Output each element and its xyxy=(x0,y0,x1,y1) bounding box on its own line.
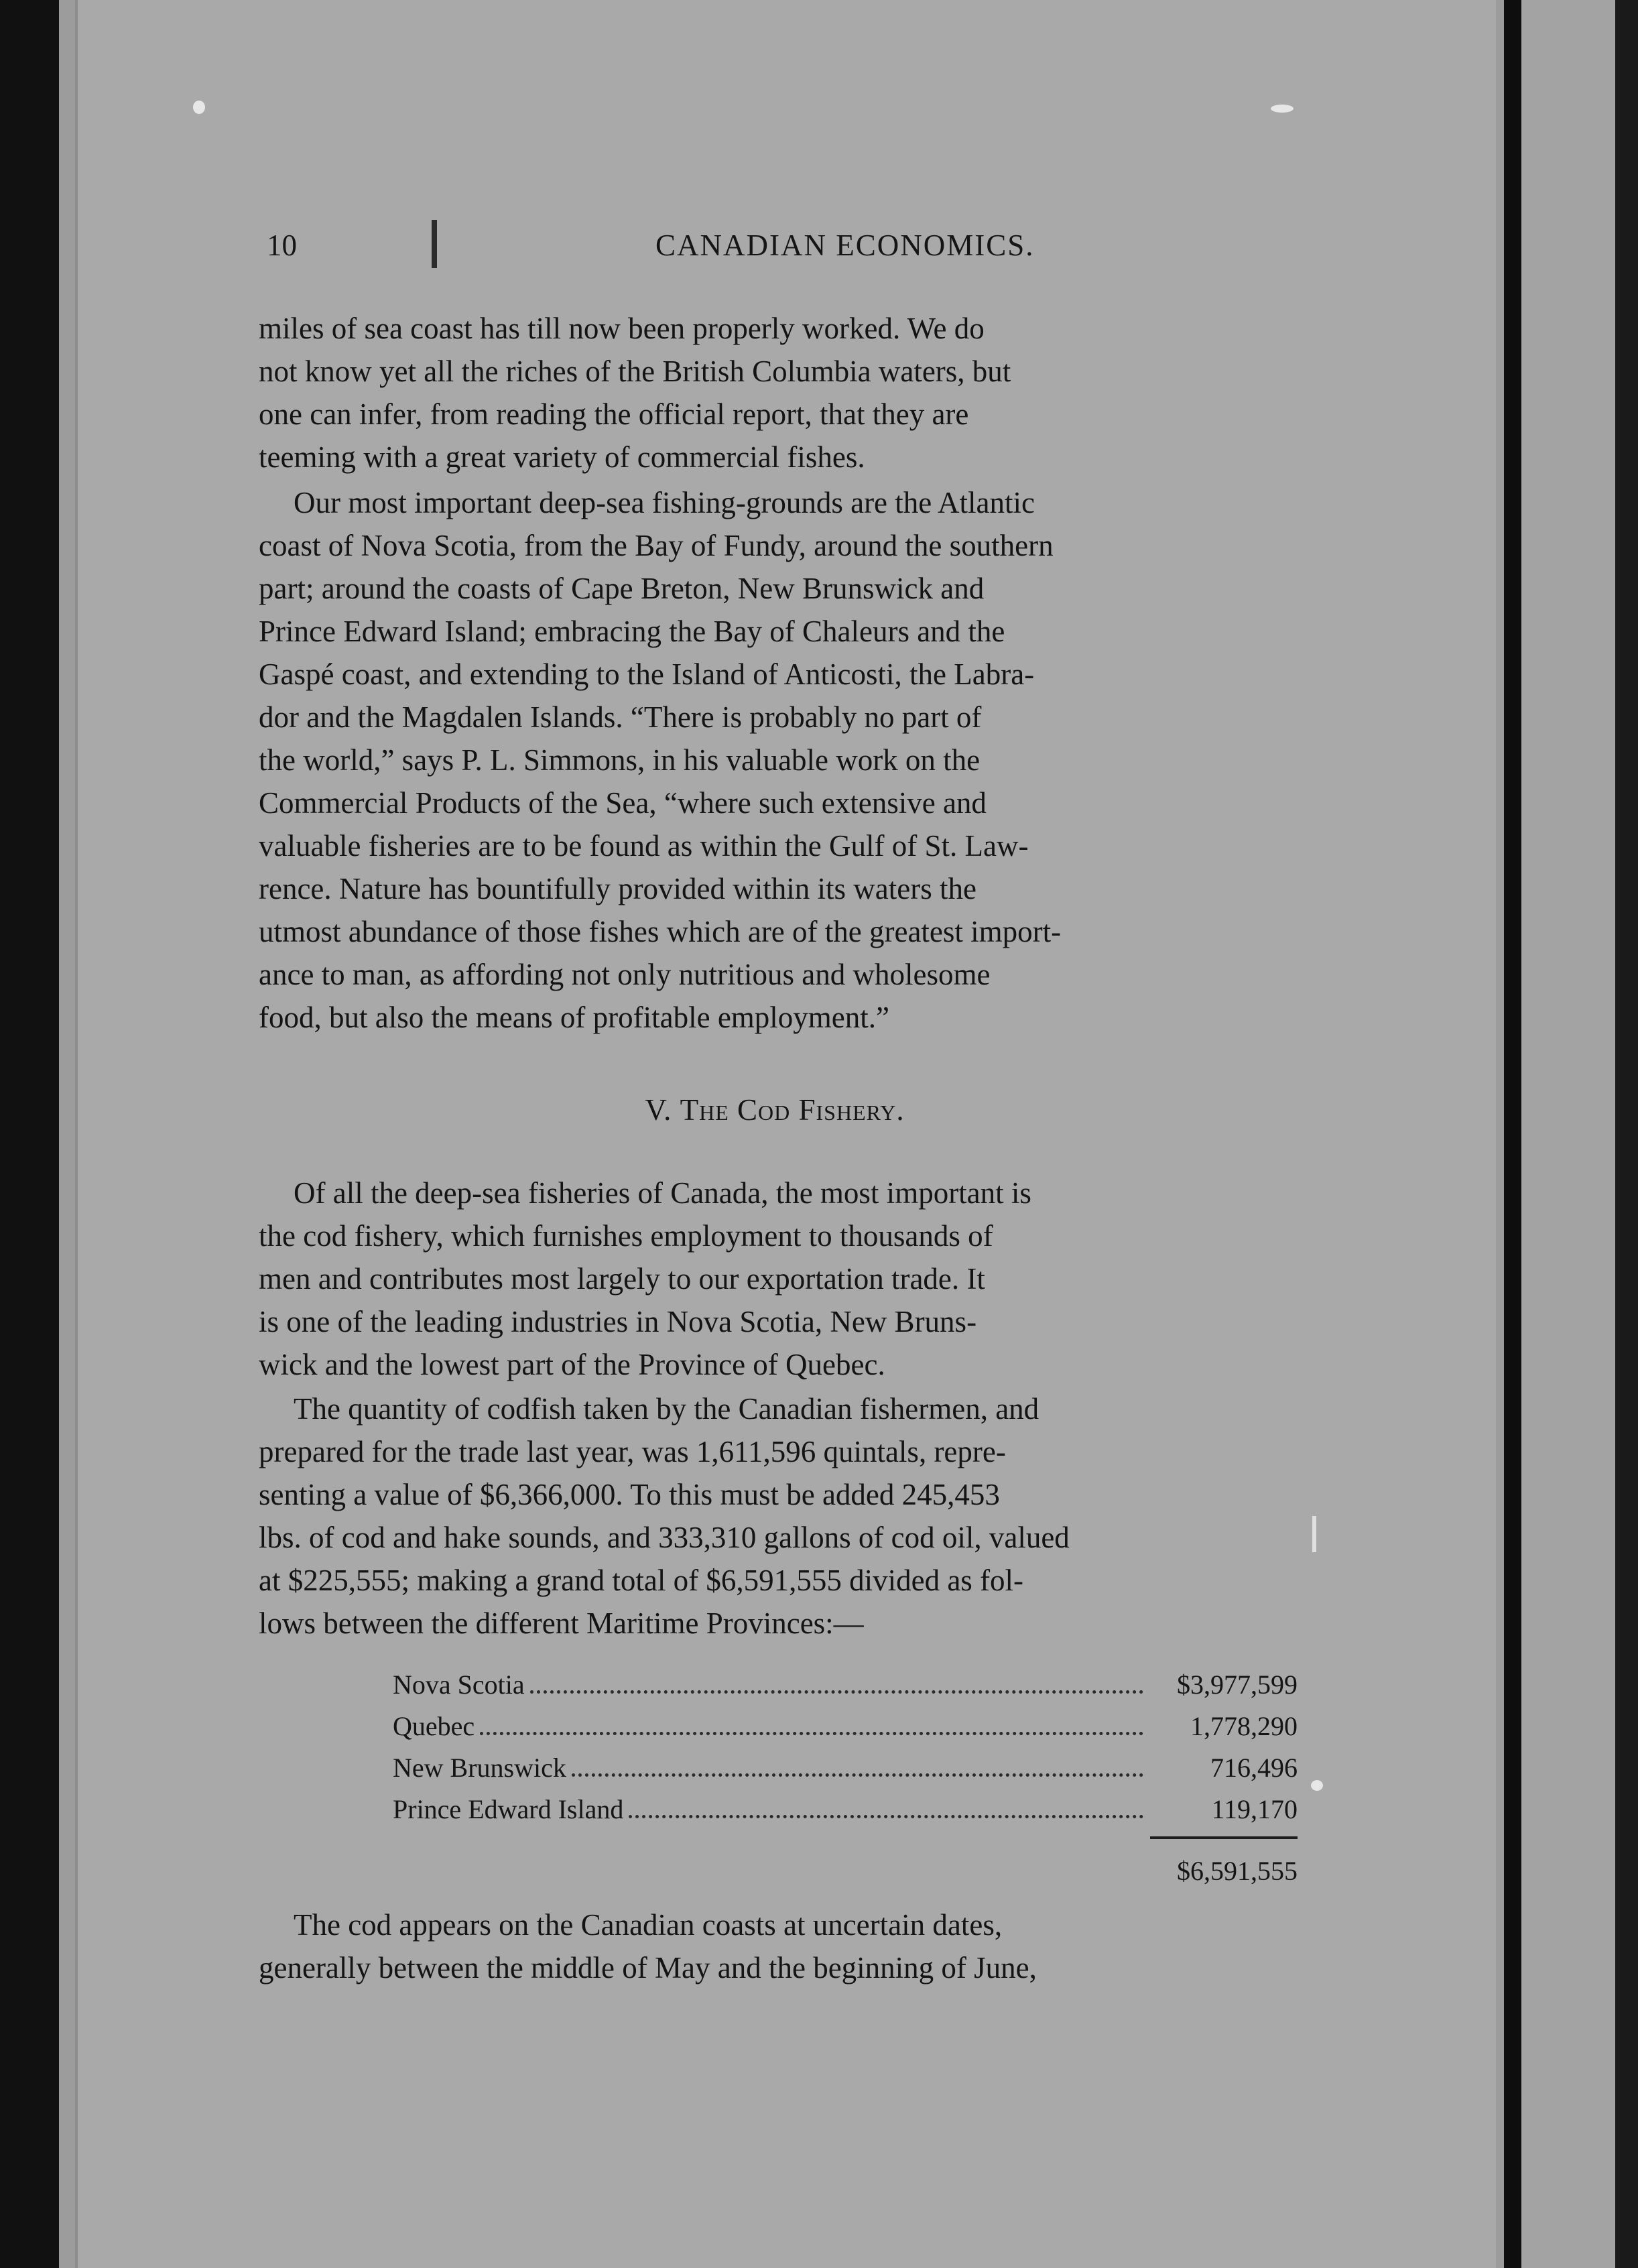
province-name: Quebec xyxy=(393,1711,475,1741)
closing-paragraph xyxy=(259,1903,1291,1989)
province-name: Prince Edward Island xyxy=(393,1794,624,1824)
province-value: 119,170 xyxy=(1211,1794,1298,1824)
province-value-table xyxy=(393,1669,1298,1886)
section-number: V. xyxy=(645,1093,672,1127)
page-number: 10 xyxy=(267,229,297,262)
text-line: not know yet all the riches of the British Columbia waters, but xyxy=(259,355,1011,388)
scan-speck xyxy=(193,101,205,114)
adjacent-page-edge xyxy=(1615,0,1638,2268)
province-value: 1,778,290 xyxy=(1190,1711,1298,1741)
cod-fishery-paragraph-1 xyxy=(259,1172,1291,1386)
text-line: at $225,555; making a grand total of $6,591,555 divided as fol- xyxy=(259,1564,1024,1597)
text-line: Commercial Products of the Sea, “where such extensive and xyxy=(259,786,987,820)
text-line: prepared for the trade last year, was 1,611,596 quintals, repre- xyxy=(259,1435,1006,1468)
province-name: Nova Scotia xyxy=(393,1670,525,1700)
text-line: dor and the Magdalen Islands. “There is probably no part of xyxy=(259,700,982,734)
text-line: men and contributes most largely to our exportation trade. It xyxy=(259,1262,985,1296)
text-line: generally between the middle of May and the beginning of June, xyxy=(259,1951,1037,1984)
book-page xyxy=(75,0,1496,2268)
text-line: coast of Nova Scotia, from the Bay of Fundy, around the southern xyxy=(259,529,1054,562)
text-line: rence. Nature has bountifully provided within its waters the xyxy=(259,872,976,905)
text-line: wick and the lowest part of the Province of Quebec. xyxy=(259,1348,885,1381)
total-rule xyxy=(1150,1836,1298,1839)
deep-sea-paragraph xyxy=(259,481,1291,1039)
province-row xyxy=(393,1710,1298,1752)
text-line: the world,” says P. L. Simmons, in his valuable work on the xyxy=(259,743,981,777)
text-line: teeming with a great variety of commercial fishes. xyxy=(259,440,865,474)
running-head: CANADIAN ECONOMICS. xyxy=(655,229,1035,262)
text-line: Gaspé coast, and extending to the Island of Anticosti, the Labra- xyxy=(259,657,1035,691)
text-line: part; around the coasts of Cape Breton, New Brunswick and xyxy=(259,572,985,605)
leader-dots xyxy=(530,1686,1143,1694)
leader-dots xyxy=(480,1728,1143,1735)
scan-speck xyxy=(1271,105,1294,113)
province-row xyxy=(393,1669,1298,1710)
leader-dots xyxy=(629,1811,1143,1818)
province-row xyxy=(393,1752,1298,1793)
page-edge-shadow xyxy=(1504,0,1521,2268)
grand-total: $6,591,555 xyxy=(1177,1856,1298,1886)
province-row xyxy=(393,1793,1298,1835)
scan-mark xyxy=(1312,1516,1316,1552)
text-line: miles of sea coast has till now been properly worked. We do xyxy=(259,312,985,345)
province-name: New Brunswick xyxy=(393,1753,566,1783)
text-line: Prince Edward Island; embracing the Bay of Chaleurs and the xyxy=(259,615,1005,648)
text-line: lows between the different Maritime Provinces:— xyxy=(259,1606,864,1640)
text-line: is one of the leading industries in Nova Scotia, New Bruns- xyxy=(259,1305,977,1338)
text-line: The quantity of codfish taken by the Canadian fishermen, and xyxy=(294,1392,1040,1426)
text-line: valuable fisheries are to be found as within the Gulf of St. Law- xyxy=(259,829,1029,863)
text-line: the cod fishery, which furnishes employment to thousands of xyxy=(259,1219,993,1253)
text-line: The cod appears on the Canadian coasts at uncertain dates, xyxy=(294,1908,1003,1942)
text-line: Of all the deep-sea fisheries of Canada, the most important is xyxy=(294,1176,1031,1210)
intro-paragraph xyxy=(259,307,1291,479)
province-value: 716,496 xyxy=(1210,1753,1298,1783)
text-line: lbs. of cod and hake sounds, and 333,310 gallons of cod oil, valued xyxy=(259,1521,1070,1554)
section-heading xyxy=(259,1092,1291,1127)
province-value: $3,977,599 xyxy=(1177,1670,1298,1700)
cod-fishery-paragraph-2 xyxy=(259,1387,1291,1645)
text-line: one can infer, from reading the official report, that they are xyxy=(259,397,969,431)
page-header xyxy=(267,228,1285,281)
leader-dots xyxy=(572,1769,1143,1777)
text-line: senting a value of $6,366,000. To this must be added 245,453 xyxy=(259,1478,1000,1511)
text-line: food, but also the means of profitable employment.” xyxy=(259,1001,890,1034)
section-title: The Cod Fishery. xyxy=(680,1093,905,1127)
text-line: utmost abundance of those fishes which are of the greatest import- xyxy=(259,915,1062,948)
text-line: Our most important deep-sea fishing-grounds are the Atlantic xyxy=(294,486,1035,519)
text-line: ance to man, as affording not only nutritious and wholesome xyxy=(259,958,991,991)
scan-mark xyxy=(432,220,437,268)
scan-speck xyxy=(1311,1780,1323,1791)
